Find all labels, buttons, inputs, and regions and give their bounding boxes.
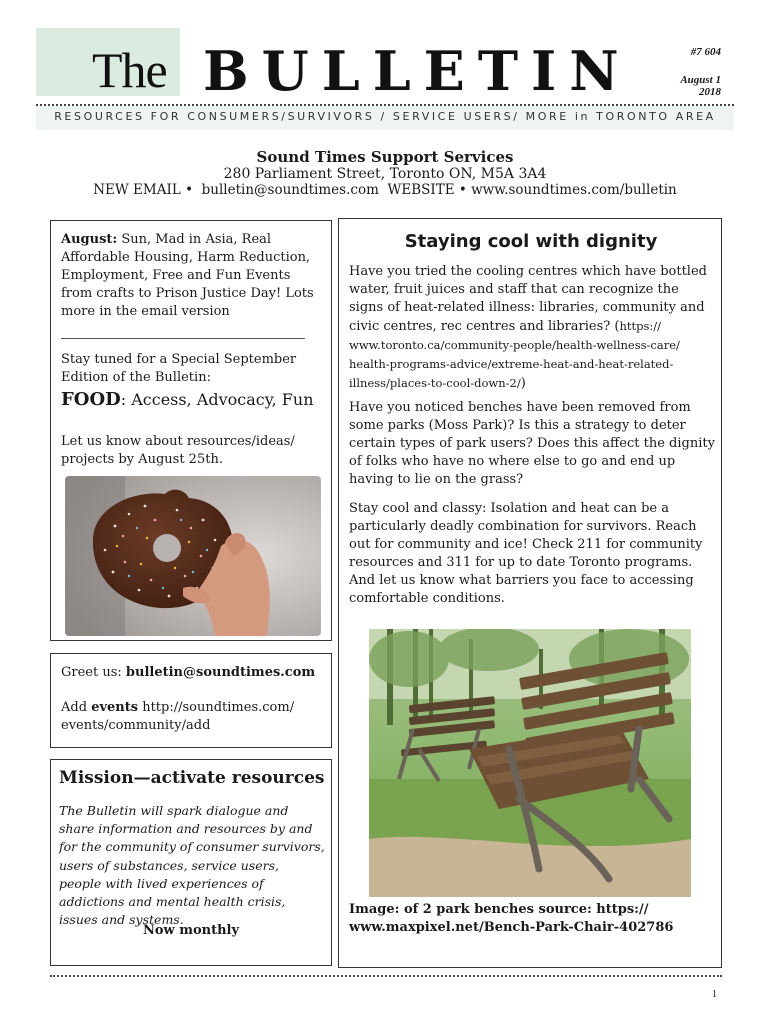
- greet-email-link[interactable]: bulletin@soundtimes.com: [125, 665, 316, 680]
- benches-illustration: [369, 629, 691, 897]
- add-label: Add: [61, 700, 88, 715]
- donut-photo: [65, 476, 321, 636]
- image-caption: Image: of 2 park benches source: https:// www.maxpixel.net/Bench-Park-Chair-402786: [349, 902, 674, 935]
- issue-number: #7 604: [690, 46, 721, 58]
- cooling-close: ): [520, 376, 526, 391]
- page-number: 1: [712, 989, 717, 1000]
- article-paragraph-stay-cool: Stay cool and classy: Isolation and heat can be a particularly deadly combination for survivors. Reach out for community and ice! Check 211 for community resources and 311 for up to date Toronto programs. And let us know what barriers you face to accessing comfortable conditions.: [349, 501, 703, 606]
- events-line: [61, 699, 325, 735]
- food-theme: [61, 391, 325, 409]
- tagline: RESOURCES FOR CONSUMERS/SURVIVORS / SERVICE USERS/ MORE in TORONTO AREA: [54, 110, 716, 123]
- cooling-text: Have you tried the cooling centres which have bottled water, fruit juices and staff that can recognize the signs of heat-related illness: libraries, community and civic centres, rec centres and libraries? (: [349, 264, 707, 334]
- section-divider: [61, 338, 305, 339]
- issue-date-month: August 1: [680, 74, 721, 86]
- greet-line: [61, 664, 325, 682]
- footer-divider: [50, 975, 722, 977]
- food-rest: : Access, Advocacy, Fun: [120, 390, 314, 409]
- greet-label: Greet us:: [61, 665, 122, 680]
- greet-us-box: [50, 653, 332, 748]
- august-label: August:: [61, 232, 118, 247]
- bullet-separator: •: [185, 182, 194, 198]
- august-paragraph: [61, 231, 325, 321]
- email-label: NEW EMAIL: [93, 182, 181, 198]
- mission-heading: Mission—activate resources: [59, 768, 325, 788]
- mission-box: [50, 759, 332, 966]
- publication-frequency: Now monthly: [142, 923, 240, 938]
- stay-tuned-text: Stay tuned for a Special September Edition of the Bulletin:: [61, 352, 297, 385]
- article-paragraph-benches: Have you noticed benches have been removed from some parks (Moss Park)? Is this a strategy to deter certain types of park users? Does this affect the dignity of folks who have no where else to go and end up having to lie on the grass?: [349, 400, 715, 487]
- website-label: WEBSITE: [387, 182, 455, 198]
- bullet-separator: •: [458, 182, 467, 198]
- cooling-centres-link[interactable]: https:// www.toronto.ca/community-people/health-wellness-care/ health-programs-advice/extreme-heat-and-heat-related- illness/places-to-cool-down-2/: [349, 319, 680, 390]
- contact-line: [0, 182, 770, 198]
- issue-date-year: 2018: [699, 86, 721, 98]
- organization-name: Sound Times Support Services: [256, 148, 514, 166]
- august-text: Sun, Mad in Asia, Real Affordable Housing, Harm Reduction, Employment, Free and Fun Events from crafts to Prison Justice Day! Lots more in the email version: [61, 232, 314, 319]
- events-label: events: [91, 700, 139, 715]
- article-paragraph-cooling: [349, 263, 715, 393]
- mission-text: The Bulletin will spark dialogue and share information and resources by and for the community of consumer survivors, users of substances, service users, people with lived experiences of addictions and mental health crisis, issues and systems.: [59, 803, 325, 928]
- website-link[interactable]: www.soundtimes.com/bulletin: [471, 182, 677, 198]
- let-us-know-text: Let us know about resources/ideas/ projects by August 25th.: [61, 434, 295, 467]
- article-box: [338, 218, 722, 968]
- masthead-the: The: [92, 42, 167, 98]
- organization-address: 280 Parliament Street, Toronto ON, M5A 3A4: [223, 166, 547, 182]
- issue-date: [680, 74, 721, 98]
- article-heading: Staying cool with dignity: [404, 231, 658, 252]
- events-link[interactable]: http://soundtimes.com/ events/community/add: [61, 700, 295, 733]
- donut-illustration: [65, 476, 321, 636]
- masthead-title: BULLETIN: [203, 39, 632, 103]
- august-highlights-box: [50, 220, 332, 641]
- food-bold: FOOD: [61, 389, 121, 410]
- contact-email-link[interactable]: bulletin@soundtimes.com: [201, 182, 379, 198]
- park-benches-photo: [369, 629, 691, 897]
